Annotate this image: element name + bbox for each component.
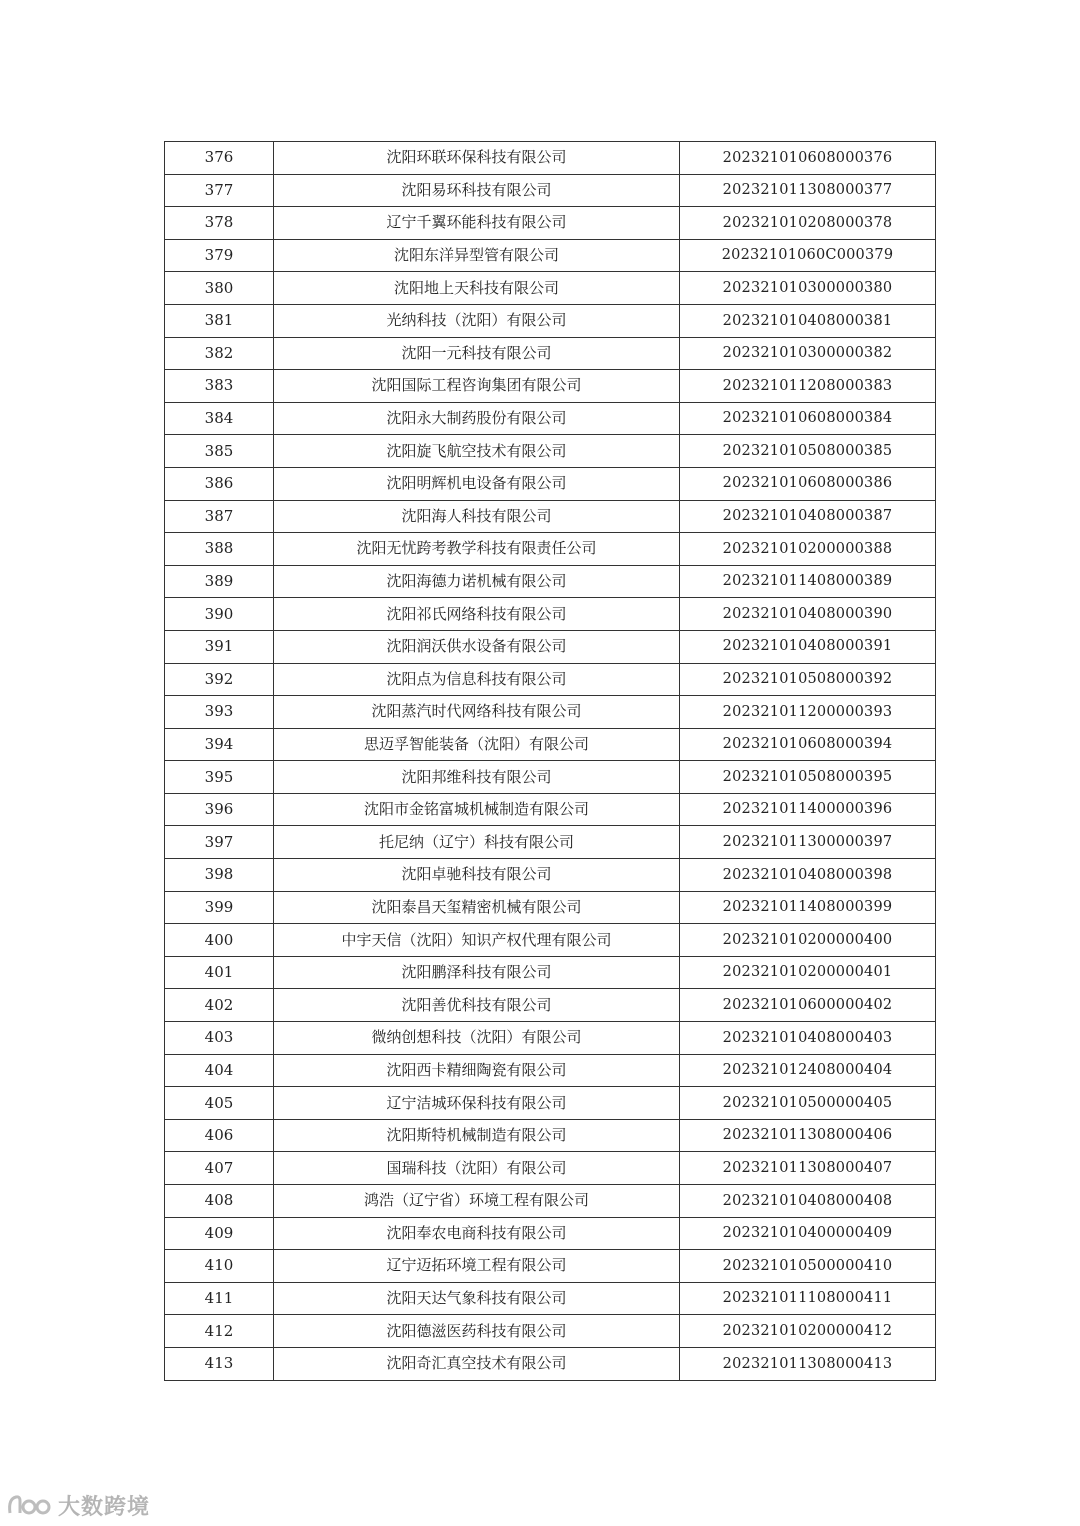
registration-code-cell: 202321010300000380	[680, 272, 936, 305]
table-row	[165, 630, 936, 663]
registration-code-cell: 202321011108000411	[680, 1282, 936, 1315]
row-number-cell: 378	[165, 207, 274, 240]
table-row	[165, 533, 936, 566]
row-number-cell: 412	[165, 1315, 274, 1348]
company-name-cell: 中宇天信（沈阳）知识产权代理有限公司	[274, 924, 680, 957]
company-name-cell: 辽宁迈拓环境工程有限公司	[274, 1250, 680, 1283]
company-name-cell: 微纳创想科技（沈阳）有限公司	[274, 1022, 680, 1055]
registration-code-cell: 202321010200000412	[680, 1315, 936, 1348]
registration-code-cell: 202321010500000405	[680, 1087, 936, 1120]
company-name-cell: 辽宁千翼环能科技有限公司	[274, 207, 680, 240]
row-number-cell: 380	[165, 272, 274, 305]
company-name-cell: 沈阳德滋医药科技有限公司	[274, 1315, 680, 1348]
table-row	[165, 1282, 936, 1315]
row-number-cell: 381	[165, 304, 274, 337]
table-row	[165, 1347, 936, 1380]
row-number-cell: 398	[165, 859, 274, 892]
registration-code-cell: 202321011400000396	[680, 793, 936, 826]
registration-code-cell: 202321010408000390	[680, 598, 936, 631]
row-number-cell: 409	[165, 1217, 274, 1250]
company-name-cell: 沈阳易环科技有限公司	[274, 174, 680, 207]
table-row	[165, 826, 936, 859]
row-number-cell: 389	[165, 565, 274, 598]
table-row	[165, 174, 936, 207]
company-name-cell: 光纳科技（沈阳）有限公司	[274, 304, 680, 337]
registration-code-cell: 202321010608000394	[680, 728, 936, 761]
registration-code-cell: 202321010608000376	[680, 142, 936, 175]
row-number-cell: 391	[165, 630, 274, 663]
company-name-cell: 沈阳天达气象科技有限公司	[274, 1282, 680, 1315]
company-name-cell: 沈阳奉农电商科技有限公司	[274, 1217, 680, 1250]
table-row	[165, 1152, 936, 1185]
registration-code-cell: 202321010408000391	[680, 630, 936, 663]
table-row	[165, 500, 936, 533]
registration-code-cell: 202321012408000404	[680, 1054, 936, 1087]
table-row	[165, 207, 936, 240]
row-number-cell: 395	[165, 761, 274, 794]
registration-code-cell: 202321010608000384	[680, 402, 936, 435]
company-name-cell: 沈阳斯特机械制造有限公司	[274, 1119, 680, 1152]
registration-code-cell: 202321010600000402	[680, 989, 936, 1022]
company-name-cell: 沈阳海德力诺机械有限公司	[274, 565, 680, 598]
table-row	[165, 370, 936, 403]
registration-code-cell: 202321010208000378	[680, 207, 936, 240]
table-row	[165, 1119, 936, 1152]
registration-code-cell: 202321010200000388	[680, 533, 936, 566]
row-number-cell: 379	[165, 239, 274, 272]
row-number-cell: 405	[165, 1087, 274, 1120]
registration-code-cell: 202321011408000389	[680, 565, 936, 598]
row-number-cell: 376	[165, 142, 274, 175]
registration-code-cell: 202321011408000399	[680, 891, 936, 924]
registration-code-cell: 202321011308000407	[680, 1152, 936, 1185]
row-number-cell: 410	[165, 1250, 274, 1283]
table-row	[165, 1185, 936, 1218]
table-row	[165, 598, 936, 631]
row-number-cell: 413	[165, 1347, 274, 1380]
row-number-cell: 400	[165, 924, 274, 957]
company-name-cell: 沈阳旋飞航空技术有限公司	[274, 435, 680, 468]
registration-code-cell: 202321010500000410	[680, 1250, 936, 1283]
table-row	[165, 1022, 936, 1055]
watermark	[6, 1488, 150, 1522]
row-number-cell: 399	[165, 891, 274, 924]
company-name-cell: 沈阳环联环保科技有限公司	[274, 142, 680, 175]
row-number-cell: 392	[165, 663, 274, 696]
table-row	[165, 304, 936, 337]
company-name-cell: 沈阳卓驰科技有限公司	[274, 859, 680, 892]
company-name-cell: 国瑞科技（沈阳）有限公司	[274, 1152, 680, 1185]
registration-code-cell: 202321010408000408	[680, 1185, 936, 1218]
registration-code-cell: 202321010408000398	[680, 859, 936, 892]
company-name-cell: 沈阳明辉机电设备有限公司	[274, 467, 680, 500]
company-name-cell: 沈阳西卡精细陶瓷有限公司	[274, 1054, 680, 1087]
table-row	[165, 1217, 936, 1250]
company-name-cell: 沈阳鹏泽科技有限公司	[274, 956, 680, 989]
row-number-cell: 387	[165, 500, 274, 533]
row-number-cell: 404	[165, 1054, 274, 1087]
row-number-cell: 403	[165, 1022, 274, 1055]
table-row	[165, 989, 936, 1022]
registration-code-cell: 202321010400000409	[680, 1217, 936, 1250]
company-name-cell: 沈阳泰昌天玺精密机械有限公司	[274, 891, 680, 924]
registration-code-cell: 202321011308000413	[680, 1347, 936, 1380]
company-name-cell: 沈阳市金铭富城机械制造有限公司	[274, 793, 680, 826]
table-row	[165, 1054, 936, 1087]
company-name-cell: 沈阳祁氏网络科技有限公司	[274, 598, 680, 631]
row-number-cell: 386	[165, 467, 274, 500]
company-name-cell: 辽宁洁城环保科技有限公司	[274, 1087, 680, 1120]
table-row	[165, 337, 936, 370]
registration-code-cell: 202321010508000385	[680, 435, 936, 468]
row-number-cell: 377	[165, 174, 274, 207]
table-row	[165, 1250, 936, 1283]
registration-code-cell: 202321010408000387	[680, 500, 936, 533]
table-row	[165, 565, 936, 598]
registration-code-cell: 202321010508000392	[680, 663, 936, 696]
registration-code-cell: 202321011308000406	[680, 1119, 936, 1152]
brand-logo-icon	[6, 1491, 52, 1519]
row-number-cell: 407	[165, 1152, 274, 1185]
registration-code-cell: 202321010608000386	[680, 467, 936, 500]
row-number-cell: 396	[165, 793, 274, 826]
table-row	[165, 924, 936, 957]
registration-code-cell: 202321010200000400	[680, 924, 936, 957]
registration-code-cell: 20232101060C000379	[680, 239, 936, 272]
registration-code-cell: 202321010300000382	[680, 337, 936, 370]
company-name-cell: 沈阳一元科技有限公司	[274, 337, 680, 370]
table-row	[165, 793, 936, 826]
company-list-table	[164, 141, 936, 1381]
company-name-cell: 沈阳润沃供水设备有限公司	[274, 630, 680, 663]
row-number-cell: 397	[165, 826, 274, 859]
company-name-cell: 托尼纳（辽宁）科技有限公司	[274, 826, 680, 859]
company-name-cell: 沈阳奇汇真空技术有限公司	[274, 1347, 680, 1380]
row-number-cell: 401	[165, 956, 274, 989]
watermark-text: 大数跨境	[58, 1494, 151, 1520]
row-number-cell: 385	[165, 435, 274, 468]
registration-code-cell: 202321010408000381	[680, 304, 936, 337]
row-number-cell: 384	[165, 402, 274, 435]
company-name-cell: 沈阳无忧跨考教学科技有限责任公司	[274, 533, 680, 566]
row-number-cell: 402	[165, 989, 274, 1022]
row-number-cell: 393	[165, 696, 274, 729]
registration-code-cell: 202321010408000403	[680, 1022, 936, 1055]
row-number-cell: 406	[165, 1119, 274, 1152]
table-row	[165, 696, 936, 729]
registration-code-cell: 202321011208000383	[680, 370, 936, 403]
table-row	[165, 435, 936, 468]
table-row	[165, 1087, 936, 1120]
row-number-cell: 382	[165, 337, 274, 370]
company-name-cell: 沈阳蒸汽时代网络科技有限公司	[274, 696, 680, 729]
table-row	[165, 891, 936, 924]
table-row	[165, 272, 936, 305]
table-row	[165, 761, 936, 794]
table-body	[165, 142, 936, 1381]
table-row	[165, 142, 936, 175]
row-number-cell: 383	[165, 370, 274, 403]
table-row	[165, 467, 936, 500]
table-row	[165, 239, 936, 272]
company-name-cell: 沈阳地上天科技有限公司	[274, 272, 680, 305]
registration-code-cell: 202321011200000393	[680, 696, 936, 729]
company-name-cell: 沈阳邦维科技有限公司	[274, 761, 680, 794]
company-name-cell: 沈阳国际工程咨询集团有限公司	[274, 370, 680, 403]
company-name-cell: 沈阳善优科技有限公司	[274, 989, 680, 1022]
company-name-cell: 沈阳永大制药股份有限公司	[274, 402, 680, 435]
company-name-cell: 沈阳东洋异型管有限公司	[274, 239, 680, 272]
registration-code-cell: 202321011300000397	[680, 826, 936, 859]
company-name-cell: 沈阳海人科技有限公司	[274, 500, 680, 533]
company-name-cell: 思迈孚智能装备（沈阳）有限公司	[274, 728, 680, 761]
row-number-cell: 388	[165, 533, 274, 566]
company-name-cell: 鸿浩（辽宁省）环境工程有限公司	[274, 1185, 680, 1218]
table-row	[165, 956, 936, 989]
table-row	[165, 402, 936, 435]
row-number-cell: 411	[165, 1282, 274, 1315]
registration-code-cell: 202321011308000377	[680, 174, 936, 207]
row-number-cell: 390	[165, 598, 274, 631]
table-row	[165, 1315, 936, 1348]
registration-code-cell: 202321010508000395	[680, 761, 936, 794]
row-number-cell: 408	[165, 1185, 274, 1218]
table-row	[165, 663, 936, 696]
company-name-cell: 沈阳点为信息科技有限公司	[274, 663, 680, 696]
row-number-cell: 394	[165, 728, 274, 761]
table-row	[165, 728, 936, 761]
registration-code-cell: 202321010200000401	[680, 956, 936, 989]
table-row	[165, 859, 936, 892]
